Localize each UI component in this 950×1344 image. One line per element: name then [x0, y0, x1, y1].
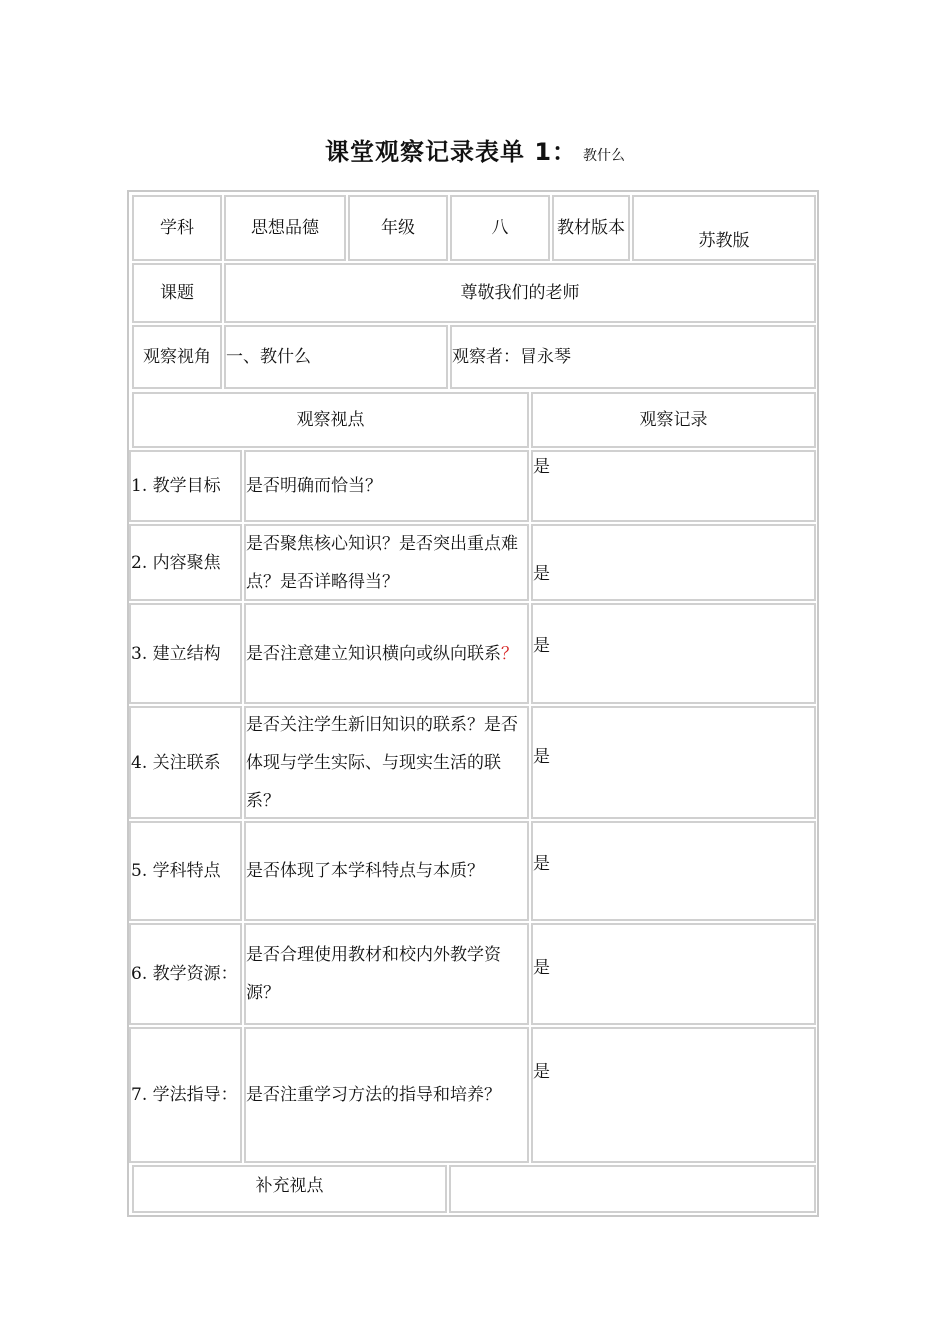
- observer: 观察者：冒永琴: [450, 325, 816, 389]
- form-title-sub: 教什么: [583, 148, 626, 164]
- observation-record: 是: [531, 706, 816, 819]
- observation-question: 是否聚焦核心知识？是否突出重点难点？是否详略得当？: [244, 524, 529, 601]
- observation-item: 3. 建立结构: [129, 603, 242, 704]
- observation-question: 是否明确而恰当？: [244, 450, 529, 522]
- column-header-points: 观察视点: [132, 392, 529, 448]
- observation-item: 6. 教学资源：: [129, 923, 242, 1025]
- edition-label: 教材版本: [552, 195, 630, 261]
- subject-label: 学科: [132, 195, 222, 261]
- topic-value: 尊敬我们的老师: [224, 263, 816, 323]
- observation-question: 是否合理使用教材和校内外教学资源？: [244, 923, 529, 1025]
- observation-item: 5. 学科特点: [129, 821, 242, 921]
- observation-question: 是否注重学习方法的指导和培养？: [244, 1027, 529, 1163]
- observation-record: 是: [531, 524, 816, 601]
- observation-record: 是: [531, 821, 816, 921]
- topic-label: 课题: [132, 263, 222, 323]
- observation-item: 7. 学法指导：: [129, 1027, 242, 1163]
- column-header-records: 观察记录: [531, 392, 816, 448]
- observation-question: 是否体现了本学科特点与本质？: [244, 821, 529, 921]
- form-title-main: 课堂观察记录表单 1：: [324, 138, 578, 166]
- observation-item: 4. 关注联系: [129, 706, 242, 819]
- subject-value: 思想品德: [224, 195, 346, 261]
- question-text: 是否注意建立知识横向或纵向联系: [246, 643, 501, 664]
- grade-value: 八: [450, 195, 550, 261]
- observation-item: 1. 教学目标: [129, 450, 242, 522]
- perspective-label: 观察视角: [132, 325, 222, 389]
- question-mark: ？: [501, 643, 518, 664]
- observation-record: 是: [531, 603, 816, 704]
- perspective-value: 一、教什么: [224, 325, 448, 389]
- supplement-label: 补充视点: [132, 1165, 447, 1213]
- supplement-value: [449, 1165, 816, 1213]
- observation-question: 是否关注学生新旧知识的联系？是否体现与学生实际、与现实生活的联系？: [244, 706, 529, 819]
- form-title: [0, 132, 950, 167]
- edition-value: 苏教版: [632, 195, 816, 261]
- observation-record: 是: [531, 923, 816, 1025]
- grade-label: 年级: [348, 195, 448, 261]
- observation-record: 是: [531, 1027, 816, 1163]
- observation-item: 2. 内容聚焦: [129, 524, 242, 601]
- observation-question: [244, 603, 529, 704]
- observation-record: 是: [531, 450, 816, 522]
